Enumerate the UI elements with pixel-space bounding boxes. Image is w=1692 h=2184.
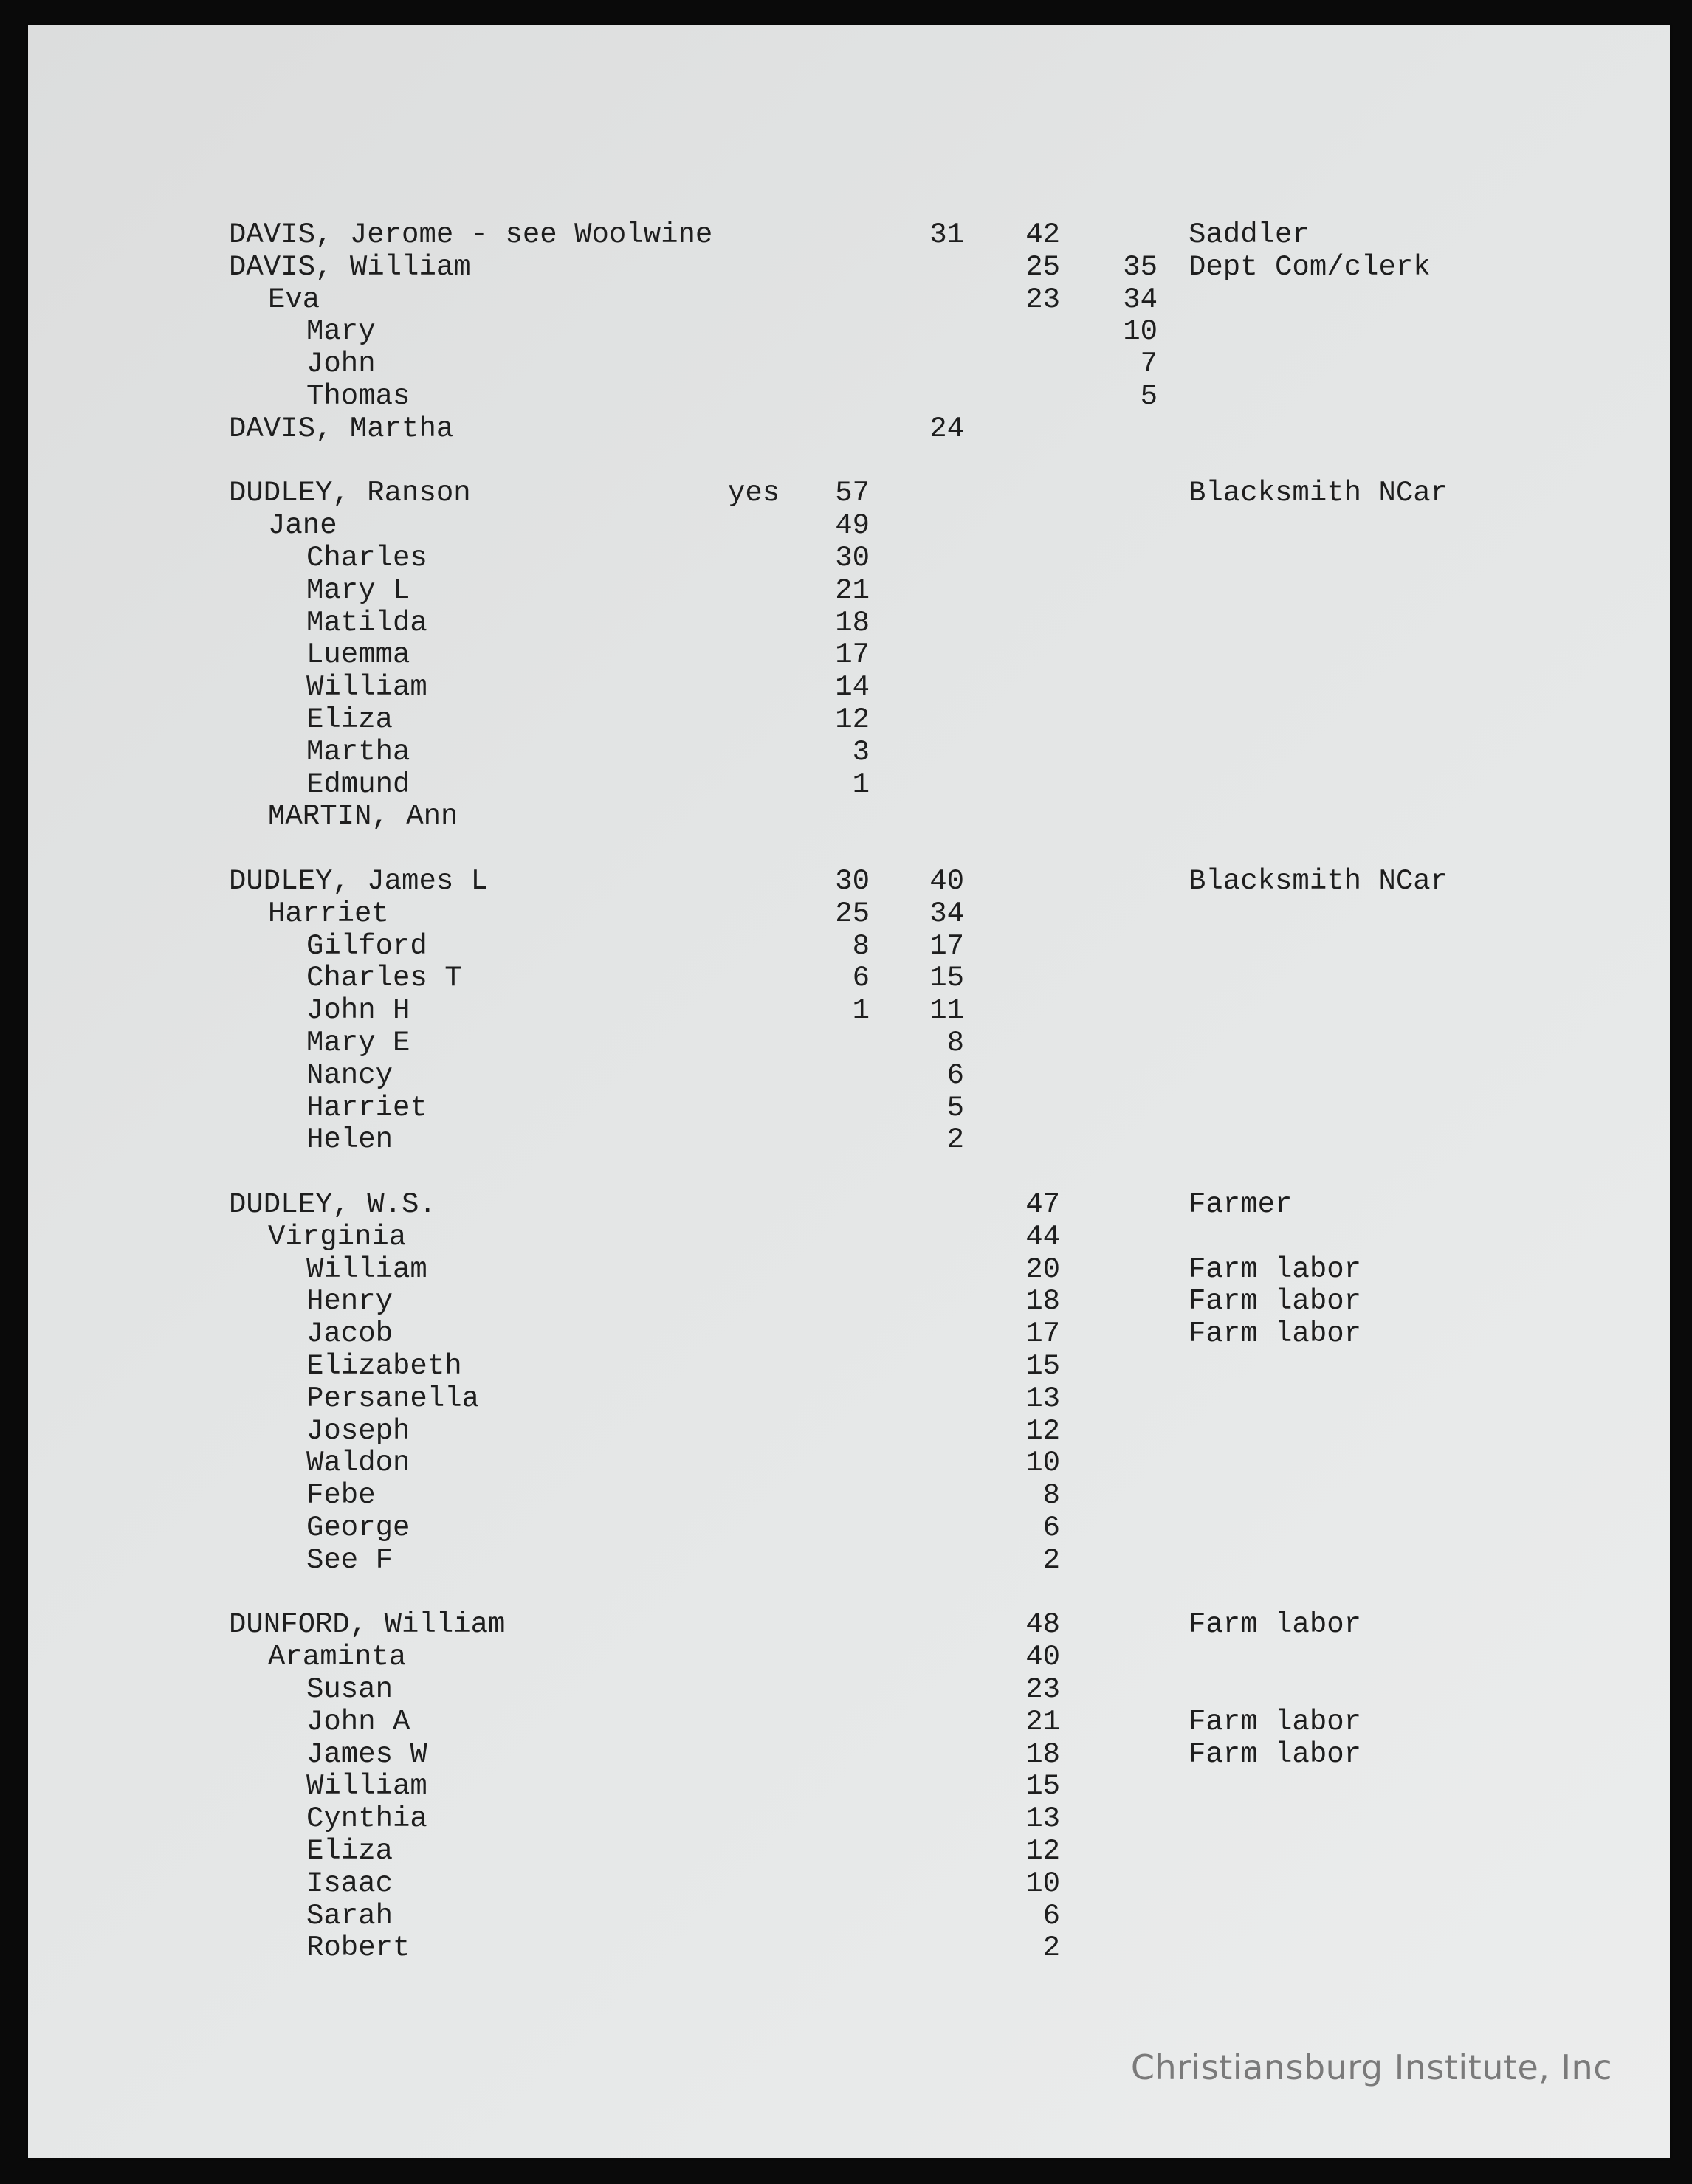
member-name: Isaac	[306, 1867, 393, 1900]
member-name: Charles T	[306, 962, 462, 995]
age-c1: 18	[835, 606, 870, 639]
age-c2: 15	[929, 962, 964, 995]
census-row	[28, 315, 1670, 348]
census-row	[28, 1188, 1670, 1221]
census-row	[28, 380, 1670, 413]
age-c1: 30	[835, 542, 870, 574]
member-name: Susan	[306, 1673, 393, 1706]
member-name: Persanella	[306, 1382, 480, 1415]
member-name: James W	[306, 1737, 427, 1771]
age-c3: 47	[1025, 1188, 1060, 1221]
member-name: Nancy	[306, 1058, 393, 1092]
age-c3: 13	[1025, 1382, 1060, 1415]
head-of-household-name: DAVIS, Martha	[229, 412, 454, 445]
age-c4: 10	[1123, 315, 1158, 348]
member-name: Jacob	[306, 1317, 393, 1351]
age-c3: 23	[1025, 283, 1060, 316]
census-row	[28, 1706, 1670, 1738]
age-c1: 14	[835, 671, 870, 704]
head-of-household-name: DUNFORD, William	[229, 1608, 506, 1642]
member-name: Cynthia	[306, 1802, 427, 1836]
age-c3: 40	[1025, 1641, 1060, 1674]
occupation: Dept Com/clerk	[1189, 250, 1431, 283]
age-c1: 25	[835, 897, 870, 930]
member-name: Martha	[306, 735, 410, 768]
age-c3: 42	[1025, 218, 1060, 251]
age-c3: 25	[1025, 250, 1060, 283]
age-c4: 7	[1140, 348, 1158, 381]
census-row	[28, 1479, 1670, 1512]
member-name: Febe	[306, 1479, 376, 1512]
member-name: Robert	[306, 1932, 410, 1965]
age-c3: 21	[1025, 1705, 1060, 1738]
member-name: Eva	[268, 283, 320, 316]
census-row	[28, 638, 1670, 671]
member-name: George	[306, 1512, 410, 1544]
age-c3: 13	[1025, 1802, 1060, 1836]
head-of-household-name: DAVIS, William	[229, 250, 471, 283]
member-name: Eliza	[306, 1835, 393, 1867]
census-row	[28, 1835, 1670, 1867]
occupation: Farm labor	[1189, 1608, 1362, 1642]
member-name: Jane	[268, 509, 337, 542]
age-c1: 30	[835, 865, 870, 898]
census-row	[28, 1027, 1670, 1059]
census-row	[28, 1802, 1670, 1835]
age-c1: 1	[852, 768, 870, 801]
occupation: Farmer	[1189, 1188, 1293, 1221]
member-name: Elizabeth	[306, 1350, 462, 1382]
member-name: Edmund	[306, 768, 410, 801]
head-of-household-name: DUDLEY, W.S.	[229, 1188, 436, 1221]
census-row	[28, 1544, 1670, 1577]
member-name: Mary E	[306, 1027, 410, 1059]
age-c3: 44	[1025, 1220, 1060, 1253]
age-c3: 10	[1025, 1447, 1060, 1480]
age-c1: 3	[852, 735, 870, 768]
census-row	[28, 898, 1670, 930]
age-c3: 8	[1042, 1479, 1060, 1512]
member-name: MARTIN, Ann	[268, 800, 458, 833]
age-c4: 34	[1123, 283, 1158, 316]
occupation: Saddler	[1189, 218, 1310, 251]
census-row	[28, 768, 1670, 801]
age-c3: 48	[1025, 1608, 1060, 1642]
age-c3: 2	[1042, 1932, 1060, 1965]
member-name: Waldon	[306, 1447, 410, 1480]
age-c3: 15	[1025, 1350, 1060, 1382]
census-row	[28, 607, 1670, 639]
age-c4: 5	[1140, 380, 1158, 413]
flag-yes: yes	[728, 477, 780, 510]
census-row	[28, 1867, 1670, 1900]
age-c3: 6	[1042, 1512, 1060, 1544]
census-row	[28, 1382, 1670, 1415]
age-c1: 8	[852, 929, 870, 962]
census-row	[28, 1123, 1670, 1156]
member-name: Virginia	[268, 1220, 407, 1253]
age-c3: 18	[1025, 1737, 1060, 1771]
age-c3: 17	[1025, 1317, 1060, 1351]
age-c1: 57	[835, 477, 870, 510]
census-row	[28, 413, 1670, 445]
age-c2: 8	[946, 1027, 964, 1059]
age-c3: 18	[1025, 1285, 1060, 1318]
age-c2: 31	[929, 218, 964, 251]
age-c2: 40	[929, 865, 964, 898]
census-row	[28, 1253, 1670, 1286]
age-c2: 17	[929, 929, 964, 962]
member-name: Araminta	[268, 1641, 407, 1674]
head-of-household-name: DUDLEY, James L	[229, 865, 489, 898]
member-name: William	[306, 1253, 427, 1286]
member-name: William	[306, 1770, 427, 1803]
age-c3: 10	[1025, 1867, 1060, 1900]
age-c3: 12	[1025, 1835, 1060, 1867]
head-of-household-name: DAVIS, Jerome - see Woolwine	[229, 218, 713, 251]
census-row	[28, 509, 1670, 542]
member-name: John	[306, 348, 376, 381]
age-c4: 35	[1123, 250, 1158, 283]
census-row	[28, 1350, 1670, 1382]
age-c3: 15	[1025, 1770, 1060, 1803]
census-row	[28, 1641, 1670, 1673]
occupation: Farm labor	[1189, 1705, 1362, 1738]
age-c2: 2	[946, 1123, 964, 1157]
member-name: Charles	[306, 542, 427, 574]
census-row	[28, 736, 1670, 768]
age-c1: 1	[852, 994, 870, 1027]
age-c2: 34	[929, 897, 964, 930]
age-c2: 5	[946, 1091, 964, 1124]
member-name: Henry	[306, 1285, 393, 1318]
member-name: John A	[306, 1705, 410, 1738]
member-name: Thomas	[306, 380, 410, 413]
member-name: Mary	[306, 315, 376, 348]
age-c1: 6	[852, 962, 870, 995]
member-name: Mary L	[306, 573, 410, 607]
census-row	[28, 1092, 1670, 1124]
census-row	[28, 1447, 1670, 1479]
age-c3: 2	[1042, 1543, 1060, 1577]
member-name: Harriet	[268, 897, 389, 930]
census-row	[28, 962, 1670, 994]
age-c2: 24	[929, 412, 964, 445]
census-row	[28, 1770, 1670, 1802]
census-row	[28, 994, 1670, 1027]
age-c1: 49	[835, 509, 870, 542]
census-row	[28, 1285, 1670, 1317]
age-c2: 6	[946, 1058, 964, 1092]
census-row	[28, 1317, 1670, 1350]
occupation: Farm labor	[1189, 1285, 1362, 1318]
census-row	[28, 1673, 1670, 1706]
census-row	[28, 542, 1670, 574]
census-row	[28, 671, 1670, 703]
census-row	[28, 930, 1670, 962]
census-row	[28, 1608, 1670, 1641]
member-name: Joseph	[306, 1414, 410, 1447]
census-row	[28, 1059, 1670, 1092]
census-row	[28, 1738, 1670, 1771]
age-c3: 20	[1025, 1253, 1060, 1286]
age-c2: 11	[929, 994, 964, 1027]
census-row	[28, 218, 1670, 251]
document-page	[28, 25, 1670, 2158]
census-row	[28, 865, 1670, 898]
census-row	[28, 1415, 1670, 1447]
census-row	[28, 574, 1670, 607]
occupation: Farm labor	[1189, 1253, 1362, 1286]
member-name: Sarah	[306, 1899, 393, 1932]
age-c1: 12	[835, 703, 870, 736]
occupation: Farm labor	[1189, 1317, 1362, 1351]
census-row	[28, 1932, 1670, 1964]
occupation: Farm labor	[1189, 1737, 1362, 1771]
census-row	[28, 1221, 1670, 1253]
age-c3: 6	[1042, 1899, 1060, 1932]
census-row	[28, 800, 1670, 833]
age-c1: 17	[835, 638, 870, 672]
watermark: Christiansburg Institute, Inc	[1130, 2047, 1612, 2087]
census-row	[28, 1512, 1670, 1544]
occupation: Blacksmith NCar	[1189, 477, 1448, 510]
member-name: Luemma	[306, 638, 410, 672]
member-name: Gilford	[306, 929, 427, 962]
occupation: Blacksmith NCar	[1189, 865, 1448, 898]
age-c3: 23	[1025, 1673, 1060, 1706]
census-row	[28, 283, 1670, 316]
member-name: Helen	[306, 1123, 393, 1157]
age-c1: 21	[835, 573, 870, 607]
head-of-household-name: DUDLEY, Ranson	[229, 477, 471, 510]
census-row	[28, 477, 1670, 509]
member-name: Harriet	[306, 1091, 427, 1124]
census-row	[28, 703, 1670, 736]
member-name: Eliza	[306, 703, 393, 736]
member-name: See F	[306, 1543, 393, 1577]
census-row	[28, 1900, 1670, 1932]
member-name: Matilda	[306, 606, 427, 639]
member-name: William	[306, 671, 427, 704]
census-row	[28, 348, 1670, 380]
census-row	[28, 251, 1670, 283]
age-c3: 12	[1025, 1414, 1060, 1447]
member-name: John H	[306, 994, 410, 1027]
